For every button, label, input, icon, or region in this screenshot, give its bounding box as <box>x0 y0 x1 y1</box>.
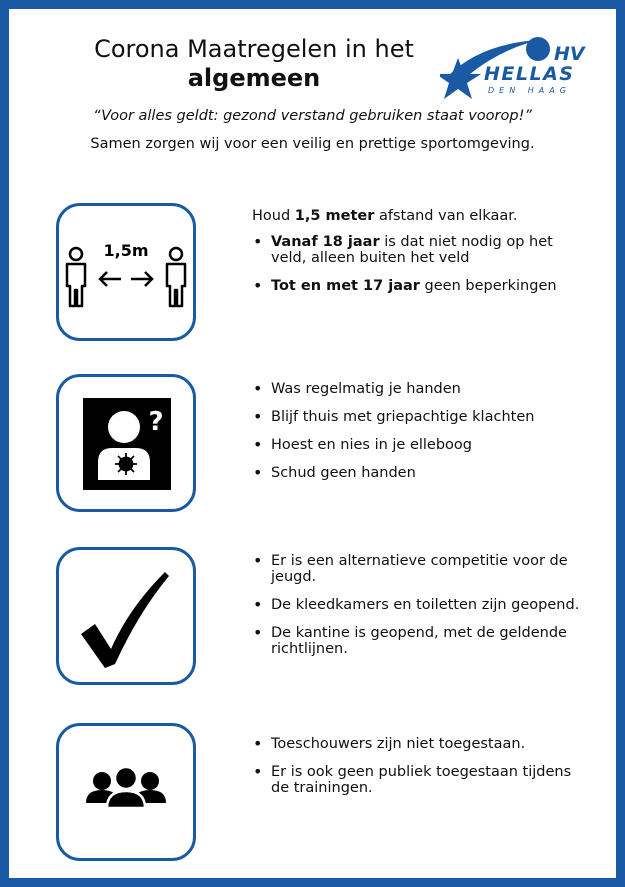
list-item: • Toeschouwers zijn niet toegestaan. <box>252 736 582 752</box>
distance-label: 1,5m <box>103 241 149 260</box>
distance-tile <box>56 203 196 341</box>
facilities-tile <box>56 547 196 685</box>
virus-icon <box>115 453 137 475</box>
spectators-text <box>252 736 582 808</box>
question-mark-icon: ? <box>148 407 164 437</box>
list-item: • Schud geen handen <box>252 465 582 481</box>
social-distance-icon <box>59 206 193 338</box>
spectators-tile <box>56 723 196 861</box>
distance-list <box>252 234 582 294</box>
list-item: • Er is een alternatieve competitie voor de jeugd. <box>252 553 582 585</box>
logo-hellas-text: HELLAS <box>484 63 575 85</box>
list-item: • De kantine is geopend, met de geldende richtlijnen. <box>252 625 582 657</box>
distance-text <box>252 208 582 306</box>
hygiene-list <box>252 381 582 481</box>
hygiene-text <box>252 381 582 493</box>
hv-hellas-logo <box>440 36 600 102</box>
list-item: • De kleedkamers en toiletten zijn geopend. <box>252 597 582 613</box>
symptoms-tile <box>56 374 196 512</box>
page-title <box>56 34 452 92</box>
logo-hv-text: HV <box>554 43 585 65</box>
facilities-text <box>252 553 582 669</box>
list-item: • Was regelmatig je handen <box>252 381 582 397</box>
quote: “Voor alles geldt: gezond verstand gebruiken staat voorop!” <box>93 108 532 124</box>
logo-city-text: DEN HAAG <box>488 86 571 95</box>
list-item: • Er is ook geen publiek toegestaan tijdens de trainingen. <box>252 764 582 796</box>
list-item: • Tot en met 17 jaar geen beperkingen <box>252 278 582 294</box>
logo-ball-icon <box>526 37 550 61</box>
list-item: • Blijf thuis met griepachtige klachten <box>252 409 582 425</box>
title-line-1: Corona Maatregelen in het <box>94 35 414 63</box>
spectators-list <box>252 736 582 796</box>
symptoms-icon <box>59 377 193 509</box>
title-line-2: algemeen <box>187 64 321 92</box>
list-item: • Hoest en nies in je elleboog <box>252 437 582 453</box>
checkmark-icon <box>59 550 193 682</box>
group-icon <box>59 726 193 858</box>
subtitle: Samen zorgen wij voor een veilig en prettige sportomgeving. <box>90 136 535 152</box>
distance-intro: Houd 1,5 meter afstand van elkaar. <box>252 208 518 224</box>
facilities-list <box>252 553 582 657</box>
list-item: • Vanaf 18 jaar is dat niet nodig op het veld, alleen buiten het veld <box>252 234 582 266</box>
